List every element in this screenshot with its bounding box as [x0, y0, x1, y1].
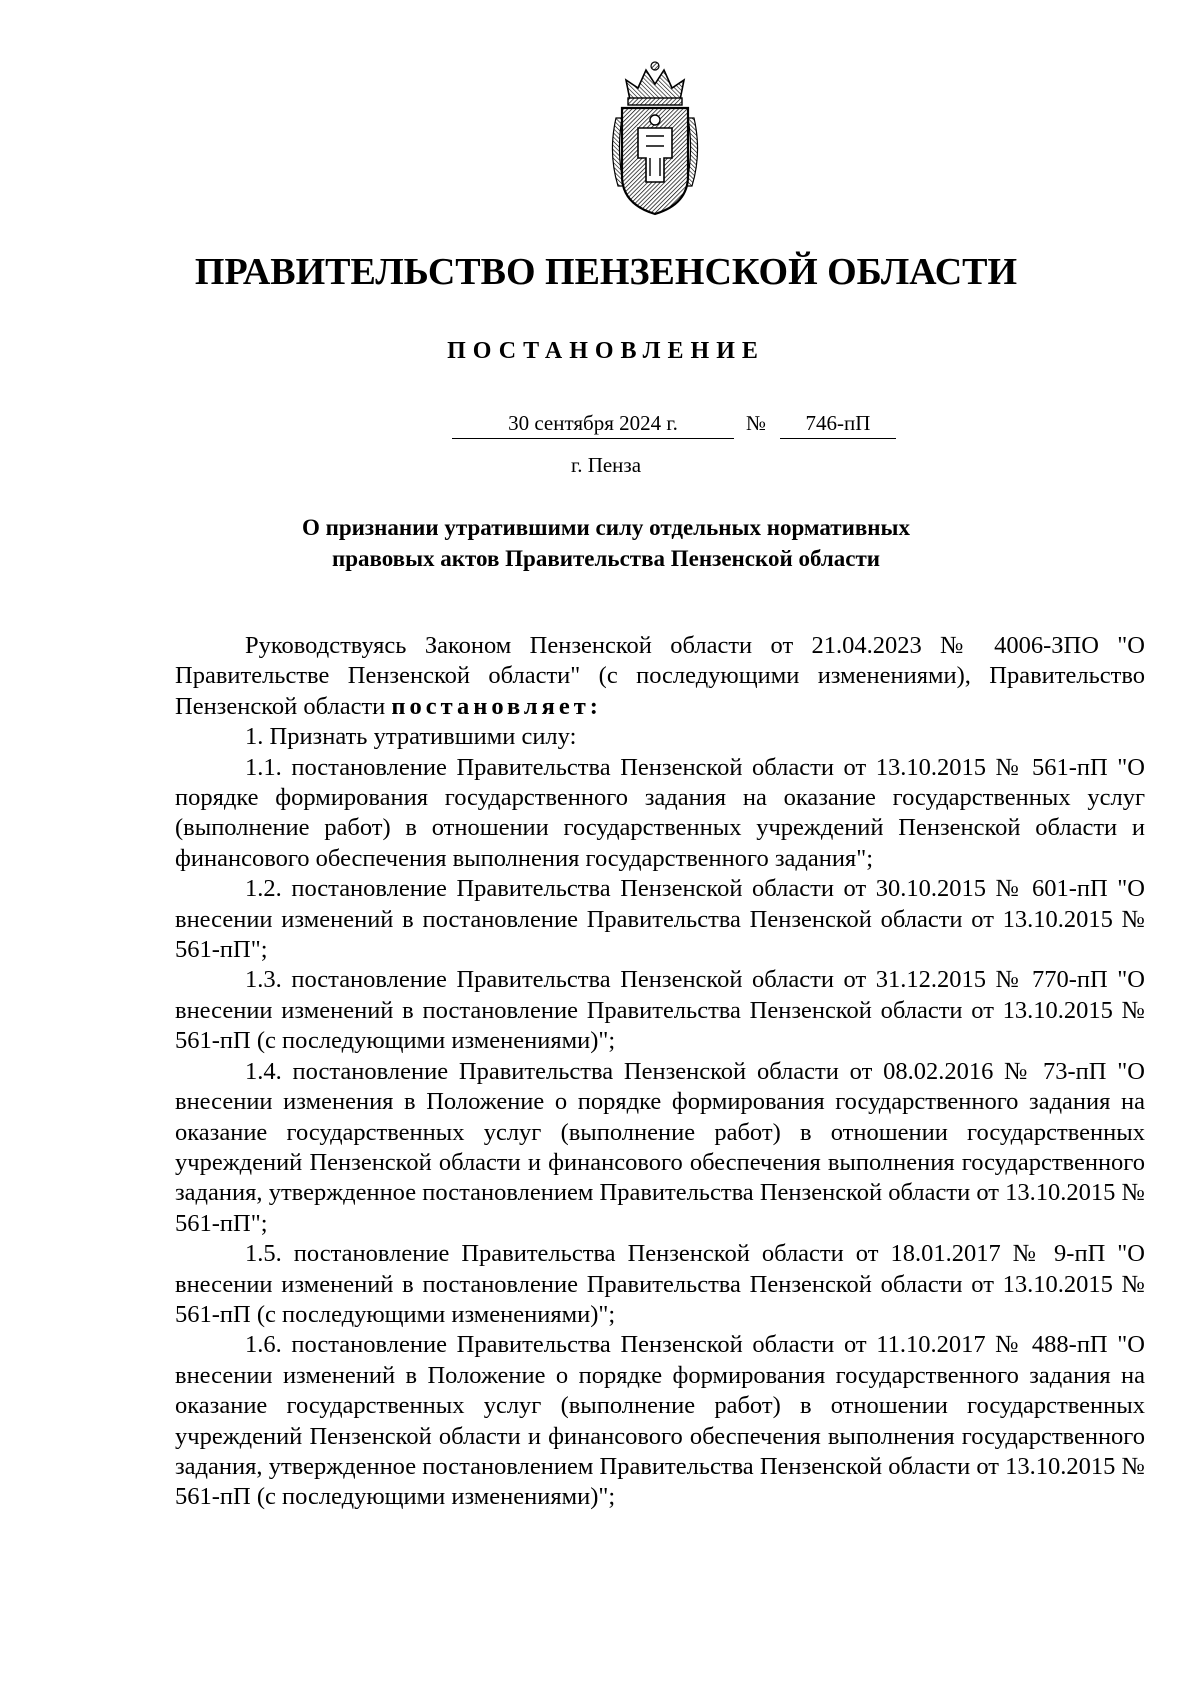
list-item: 1.4. постановление Правительства Пензенской области от 08.02.2016 № 73-пП "О внесении изменения в Положение о порядке формирования государственного задания на оказание государственных услуг (выполнение работ) в отношении государственных учреждений Пензенской области и финансового обеспечения выполнения государственного задания, утвержденное постановлением Правительства Пензенской области от 13.10.2015 № 561-пП";	[175, 1057, 1145, 1237]
organization-title: ПРАВИТЕЛЬСТВО ПЕНЗЕНСКОЙ ОБЛАСТИ	[194, 251, 1018, 293]
list-item: 1.6. постановление Правительства Пензенской области от 11.10.2017 № 488-пП "О внесении изменений в Положение о порядке формирования государственного задания на оказание государственных услуг (выполнение работ) в отношении государственных учреждений Пензенской области и финансового обеспечения выполнения государственного задания, утвержденное постановлением Правительства Пензенской области от 13.10.2015 № 561-пП (с последующими изменениями)";	[175, 1331, 1145, 1511]
document-subject	[150, 512, 1062, 574]
document-body	[175, 631, 1145, 1513]
list-item: 1.3. постановление Правительства Пензенской области от 31.12.2015 № 770-пП "О внесении изменений в постановление Правительства Пензенской области от 13.10.2015 № 561-пП (с последующими изменениями)";	[175, 966, 1145, 1055]
list-item: 1.2. постановление Правительства Пензенской области от 30.10.2015 № 601-пП "О внесении изменений в постановление Правительства Пензенской области от 13.10.2015 № 561-пП";	[175, 875, 1145, 964]
preamble-paragraph	[175, 631, 1145, 722]
coat-of-arms-icon	[606, 58, 704, 218]
document-number: 746-пП	[780, 408, 896, 439]
decree-word: постановляет:	[391, 692, 602, 720]
number-sign: №	[746, 411, 767, 435]
city: г. Пенза	[570, 453, 642, 477]
subject-line: правовых актов Правительства Пензенской области	[331, 546, 881, 571]
preamble-text: Руководствуясь Законом Пензенской области от 21.04.2023 № 4006-ЗПО "О Правительстве Пензенской области" (с последующими изменениями), Правительство Пензенской области	[175, 632, 1145, 720]
list-item: 1. Признать утратившими силу:	[245, 723, 577, 751]
subject-line: О признании утратившими силу отдельных нормативных	[302, 515, 910, 540]
list-item: 1.5. постановление Правительства Пензенской области от 18.01.2017 № 9-пП "О внесении изменений в постановление Правительства Пензенской области от 13.10.2015 № 561-пП (с последующими изменениями)";	[175, 1240, 1145, 1328]
document-type: ПОСТАНОВЛЕНИЕ	[447, 338, 765, 364]
date-number-line	[0, 408, 1200, 442]
list-item: 1.1. постановление Правительства Пензенской области от 13.10.2015 № 561-пП "О порядке формирования государственного задания на оказание государственных услуг (выполнение работ) в отношении государственных учреждений Пензенской области и финансового обеспечения выполнения государственного задания";	[175, 753, 1145, 872]
document-date: 30 сентября 2024 г.	[452, 408, 734, 439]
